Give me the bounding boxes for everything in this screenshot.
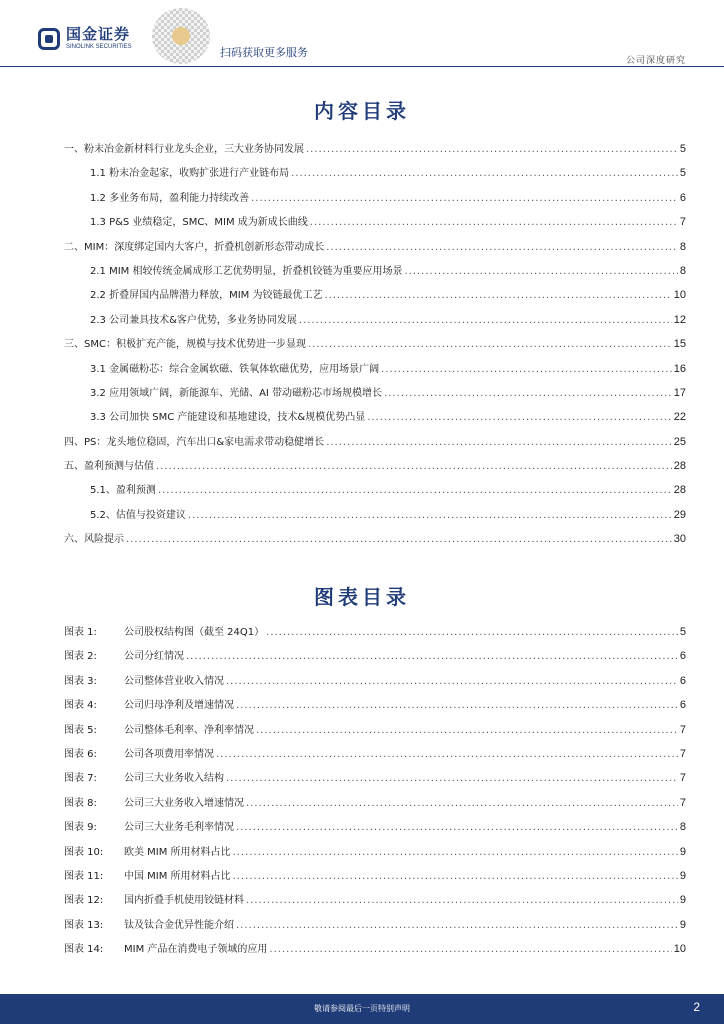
figure-item[interactable]	[64, 672, 686, 696]
figure-item[interactable]	[64, 721, 686, 745]
leader-dots	[236, 920, 678, 931]
figure-item[interactable]	[64, 916, 686, 940]
toc-item[interactable]	[64, 238, 686, 262]
toc-item[interactable]	[64, 433, 686, 457]
figure-label: 图表 12:	[64, 895, 104, 907]
leader-dots	[226, 676, 678, 687]
toc-item[interactable]	[64, 140, 686, 164]
figure-item[interactable]	[64, 745, 686, 769]
leader-dots	[324, 290, 671, 301]
logo-icon	[38, 28, 60, 50]
toc-item[interactable]	[64, 286, 686, 310]
figure-item[interactable]	[64, 818, 686, 842]
sinolink-logo	[38, 27, 132, 50]
leader-dots	[384, 388, 672, 399]
figure-label: 图表 7:	[64, 773, 97, 785]
toc-item-text: 3.2 应用领域广阔，新能源车、光储、AI 带动磁粉芯市场规模增长	[90, 387, 383, 399]
figure-label: 图表 3:	[64, 675, 97, 687]
figure-label: 图表 4:	[64, 700, 97, 712]
figure-text: 公司各项费用率情况	[124, 748, 214, 760]
toc-item[interactable]	[64, 164, 686, 188]
toc-item[interactable]	[64, 506, 686, 530]
toc-item-page: 15	[673, 338, 686, 351]
toc-item-page: 22	[673, 411, 686, 424]
leader-dots	[233, 847, 678, 858]
figure-page: 7	[679, 772, 686, 785]
leader-dots	[367, 412, 672, 423]
disclaimer-notice: 敬请参阅最后一页特别声明	[314, 1004, 410, 1013]
figure-page: 8	[679, 821, 686, 834]
toc-item-text: 二、MIM：深度绑定国内大客户，折叠机创新形态带动成长	[64, 241, 325, 253]
figure-list-title: 图表目录	[314, 585, 410, 609]
leader-dots	[308, 339, 672, 350]
figure-page: 9	[679, 845, 686, 858]
header-divider	[0, 66, 724, 67]
figure-text: 公司分红情况	[124, 651, 184, 663]
leader-dots	[306, 144, 678, 155]
figure-text: 公司整体营业收入情况	[124, 675, 224, 687]
figure-page: 6	[679, 699, 686, 712]
figure-label: 图表 13:	[64, 919, 104, 931]
figure-label: 图表 10:	[64, 846, 104, 858]
page-footer	[0, 994, 724, 1024]
leader-dots	[236, 822, 678, 833]
figure-page: 7	[679, 723, 686, 736]
figure-text: 中国 MIM 所用材料占比	[124, 870, 231, 882]
logo-name-cn: 国金证券	[66, 25, 131, 43]
toc-item-text: 一、粉末冶金新材料行业龙头企业，三大业务协同发展	[64, 144, 304, 155]
toc-item[interactable]	[64, 262, 686, 286]
figure-text: 公司归母净利及增速情况	[124, 700, 234, 712]
figure-text: MIM 产品在消费电子领域的应用	[124, 944, 268, 956]
leader-dots	[246, 798, 678, 809]
figure-page: 7	[679, 747, 686, 760]
toc-item-page: 5	[679, 143, 686, 155]
figure-text: 国内折叠手机使用铰链材料	[124, 895, 244, 907]
leader-dots	[310, 217, 678, 228]
toc-item-page: 7	[679, 216, 686, 229]
toc-item[interactable]	[64, 408, 686, 432]
toc-item[interactable]	[64, 457, 686, 481]
page-number: 2	[693, 1000, 700, 1014]
figure-label: 图表 1:	[64, 627, 97, 638]
figure-item[interactable]	[64, 843, 686, 867]
toc-title: 内容目录	[314, 99, 410, 123]
leader-dots	[251, 193, 678, 204]
toc-item[interactable]	[64, 311, 686, 335]
leader-dots	[299, 315, 672, 326]
figure-text: 公司股权结构图（截至 24Q1）	[124, 627, 265, 638]
toc-item-text: 3.1 金属磁粉芯：综合金属软磁、铁氧体软磁优势，应用场景广阔	[90, 363, 380, 375]
leader-dots	[158, 485, 672, 496]
figure-item[interactable]	[64, 940, 686, 964]
figure-page: 10	[673, 943, 686, 956]
leader-dots	[186, 651, 678, 662]
figure-text: 公司整体毛利率、净利率情况	[124, 724, 254, 736]
figure-page: 9	[679, 869, 686, 882]
figure-item[interactable]	[64, 696, 686, 720]
toc-item-page: 16	[673, 362, 686, 375]
toc-item-text: 1.1 粉末冶金起家，收购扩张进行产业链布局	[90, 168, 290, 180]
qr-badge-icon	[172, 27, 190, 45]
figure-item[interactable]	[64, 647, 686, 671]
qr-caption: 扫码获取更多服务	[220, 46, 308, 59]
figure-text: 公司三大业务毛利率情况	[124, 822, 234, 834]
leader-dots	[266, 627, 678, 638]
figure-text: 钛及钛合金优异性能介绍	[124, 919, 234, 931]
leader-dots	[291, 168, 678, 179]
figure-label: 图表 8:	[64, 797, 97, 809]
figure-item[interactable]	[64, 623, 686, 647]
toc-item[interactable]	[64, 384, 686, 408]
figure-text: 公司三大业务收入增速情况	[124, 797, 244, 809]
leader-dots	[246, 895, 678, 906]
toc-item-text: 六、风险提示	[64, 534, 124, 546]
toc-item-page: 10	[673, 289, 686, 302]
toc-item-page: 8	[679, 264, 686, 277]
leader-dots	[216, 749, 678, 760]
figure-label: 图表 2:	[64, 651, 97, 663]
figure-text: 欧美 MIM 所用材料占比	[124, 846, 231, 858]
toc-item-page: 5	[679, 167, 686, 180]
toc-item[interactable]	[64, 335, 686, 359]
figure-text: 公司三大业务收入结构	[124, 773, 224, 785]
figure-label: 图表 14:	[64, 944, 104, 956]
toc-list	[64, 140, 686, 555]
leader-dots	[326, 242, 678, 253]
figure-list	[64, 623, 686, 964]
figure-page: 9	[679, 894, 686, 907]
toc-item-text: 1.3 P&S 业绩稳定，SMC、MIM 成为新成长曲线	[90, 217, 308, 229]
figure-item[interactable]	[64, 867, 686, 891]
toc-item-text: 2.1 MIM 相较传统金属成形工艺优势明显，折叠机铰链为重要应用场景	[90, 265, 403, 277]
toc-item-text: 2.2 折叠屏国内品牌潜力释放，MIM 为铰链最优工艺	[90, 290, 323, 302]
figure-page: 5	[679, 626, 686, 638]
figure-page: 6	[679, 650, 686, 663]
figure-item[interactable]	[64, 794, 686, 818]
leader-dots	[256, 725, 678, 736]
toc-item-text: 1.2 多业务布局，盈利能力持续改善	[90, 192, 250, 204]
toc-item-text: 3.3 公司加快 SMC 产能建设和基地建设，技术&规模优势凸显	[90, 412, 366, 424]
figure-label: 图表 9:	[64, 822, 97, 834]
toc-item[interactable]	[64, 360, 686, 384]
figure-item[interactable]	[64, 891, 686, 915]
toc-item[interactable]	[64, 189, 686, 213]
toc-item-text: 5.1、盈利预测	[90, 485, 156, 497]
figure-item[interactable]	[64, 769, 686, 793]
leader-dots	[236, 700, 678, 711]
leader-dots	[269, 944, 671, 955]
leader-dots	[226, 773, 678, 784]
leader-dots	[326, 437, 672, 448]
figure-label: 图表 11:	[64, 870, 104, 882]
leader-dots	[404, 266, 677, 277]
toc-item-page: 17	[673, 386, 686, 399]
figure-page: 7	[679, 796, 686, 809]
figure-page: 9	[679, 918, 686, 931]
toc-item-text: 2.3 公司兼具技术&客户优势，多业务协同发展	[90, 314, 297, 326]
figure-label: 图表 5:	[64, 724, 97, 736]
leader-dots	[381, 364, 672, 375]
toc-item-page: 12	[673, 313, 686, 326]
toc-item-page: 29	[673, 508, 686, 521]
toc-item-text: 三、SMC：积极扩充产能，规模与技术优势进一步显现	[64, 339, 306, 351]
toc-item[interactable]	[64, 530, 686, 554]
leader-dots	[188, 510, 672, 521]
leader-dots	[126, 534, 672, 545]
toc-item-page: 6	[679, 191, 686, 204]
page-header	[0, 0, 724, 68]
logo-name-en: SINOLINK SECURITIES	[66, 44, 132, 50]
toc-item-page: 8	[679, 240, 686, 253]
figure-page: 6	[679, 674, 686, 687]
toc-item-page: 28	[673, 460, 686, 473]
toc-item[interactable]	[64, 213, 686, 237]
figure-label: 图表 6:	[64, 748, 97, 760]
toc-item[interactable]	[64, 481, 686, 505]
toc-item-page: 25	[673, 435, 686, 448]
leader-dots	[233, 871, 678, 882]
toc-item-page: 30	[673, 533, 686, 546]
leader-dots	[156, 461, 672, 472]
toc-item-text: 5.2、估值与投资建议	[90, 509, 186, 521]
toc-item-text: 四、PS：龙头地位稳固，汽车出口&家电需求带动稳健增长	[64, 436, 325, 448]
document-type: 公司深度研究	[625, 56, 686, 66]
toc-item-page: 28	[673, 484, 686, 497]
toc-item-text: 五、盈利预测与估值	[64, 461, 154, 473]
